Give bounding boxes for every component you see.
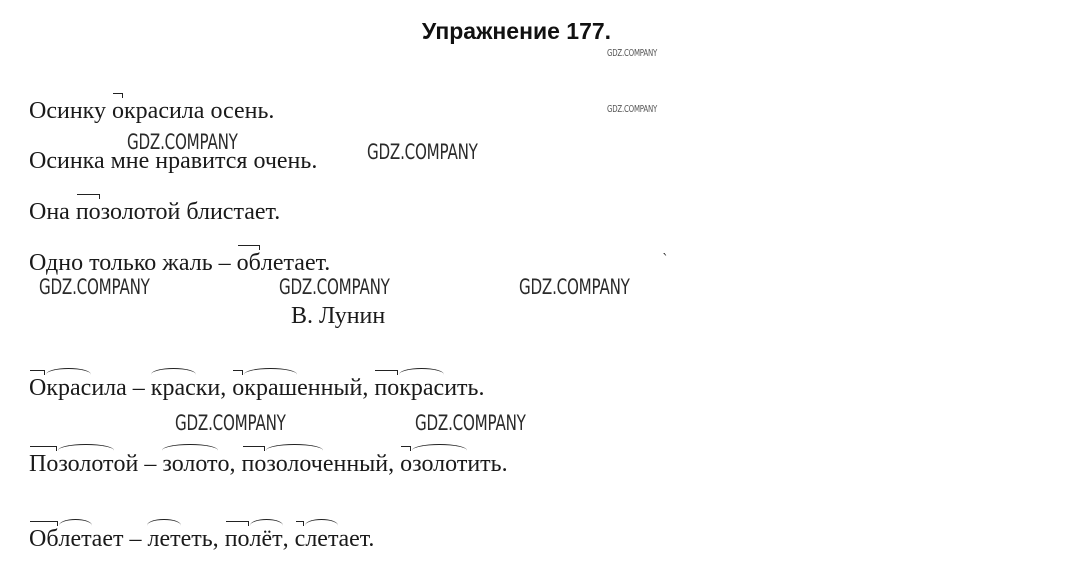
prefix-mark: о (232, 375, 245, 401)
text: ой – (113, 451, 163, 477)
prefix-mark: по (224, 526, 250, 552)
page-title: Упражнение 177. (421, 18, 612, 44)
analysis-line-2 (29, 452, 508, 476)
root-mark: золот (58, 451, 114, 477)
text: енный, (322, 451, 401, 477)
text: ила – (91, 375, 151, 401)
speck: ` (662, 252, 669, 268)
text: летает. (260, 250, 331, 276)
analysis-line-1 (29, 376, 484, 400)
root-mark: лет (147, 526, 181, 552)
prefix-mark: о (112, 98, 124, 124)
root-mark: краш (244, 375, 298, 401)
poem-line-4 (29, 251, 330, 275)
root-mark: лет (305, 526, 339, 552)
prefix-mark: По (29, 451, 59, 477)
text: о, (217, 451, 242, 477)
watermark: GDZ.COMPANY (175, 411, 286, 435)
text: красила осень. (124, 98, 275, 124)
root-mark: крас (150, 375, 196, 401)
text: золотой блистает. (100, 199, 281, 225)
watermark: GDZ.COMPANY (127, 130, 238, 154)
poem-author: В. Лунин (291, 303, 386, 329)
poem-line-1 (29, 99, 274, 123)
text: ает – (91, 526, 148, 552)
text: Она (29, 199, 76, 225)
prefix-mark: О (29, 375, 47, 401)
prefix-mark: об (236, 250, 261, 276)
text: ки, (195, 375, 233, 401)
text: , (282, 526, 295, 552)
analysis-line-3 (29, 527, 374, 551)
root-mark: золоч (266, 451, 323, 477)
poem-line-2: Осинка мне нравится очень. (29, 148, 318, 174)
prefix-mark: по (75, 199, 101, 225)
prefix-mark: с (294, 526, 306, 552)
text: ает. (338, 526, 375, 552)
text: еть, (180, 526, 225, 552)
watermark: GDZ.COMPANY (415, 411, 526, 435)
watermark: GDZ.COMPANY (607, 48, 658, 59)
watermark: GDZ.COMPANY (607, 104, 658, 115)
text: Осинку (29, 98, 112, 124)
poem-line-3 (29, 200, 280, 224)
text: ить. (444, 375, 485, 401)
text: Одно только жаль – (29, 250, 237, 276)
prefix-mark: о (400, 451, 413, 477)
prefix-mark: Об (29, 526, 59, 552)
prefix-mark: по (374, 375, 400, 401)
root-mark: лёт (249, 526, 283, 552)
watermark: GDZ.COMPANY (519, 275, 630, 299)
text: ить. (467, 451, 508, 477)
root-mark: крас (399, 375, 445, 401)
root-mark: лет (58, 526, 92, 552)
text: енный, (297, 375, 375, 401)
watermark: GDZ.COMPANY (39, 275, 150, 299)
root-mark: золот (412, 451, 468, 477)
root-mark: золот (162, 451, 218, 477)
prefix-mark: по (241, 451, 267, 477)
root-mark: крас (46, 375, 92, 401)
watermark: GDZ.COMPANY (279, 275, 390, 299)
watermark: GDZ.COMPANY (367, 140, 478, 164)
